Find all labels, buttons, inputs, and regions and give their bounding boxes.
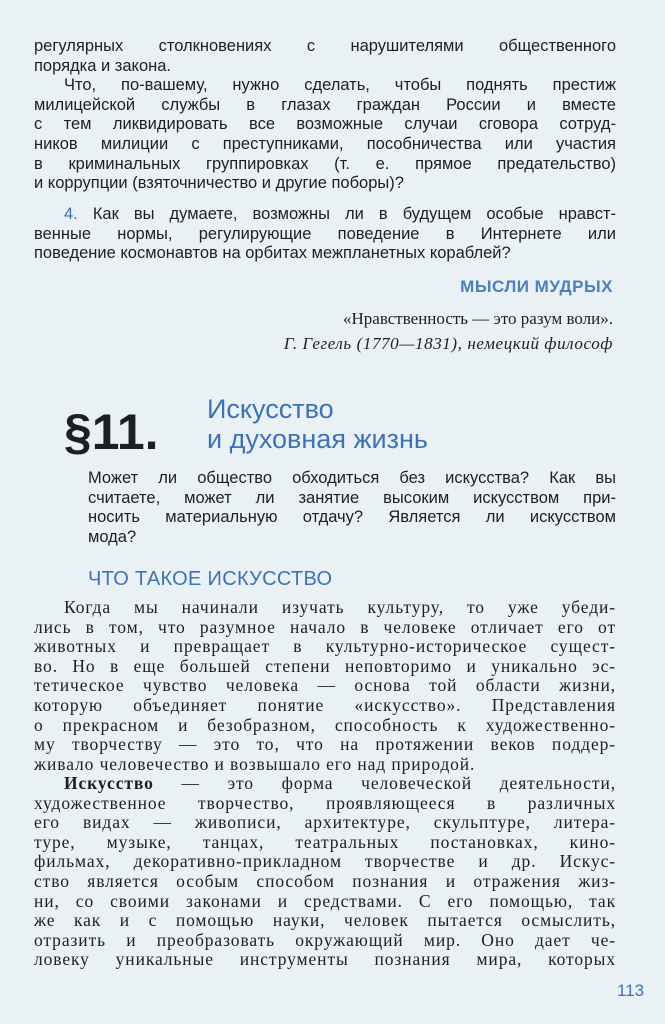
text-line: регулярных столкновениях с нарушителями общественного [34,37,616,55]
term-definition: — это форма человеческой деятельности, [153,773,616,793]
text-line: милицейской службы в глазах граждан России и вместе [34,95,616,114]
text-line: во. Но в еще большей степени неповторимо и уникально эс- [34,655,616,676]
text-line: о прекрасном и безобразном, способность к художественно- [34,714,616,735]
text-line: ство является особым способом познания и отражения жиз- [34,870,616,891]
quote-text: «Нравственность — это разум воли». [343,309,613,328]
text-line: порядка и закона. [34,56,172,75]
text-line: художественное творчество, проявляющееся в различных [34,792,616,813]
text-line: и коррупции (взяточничество и другие поборы)? [34,174,404,193]
text-line: ни, со своими законами и средствами. С его помощью, так [34,890,616,911]
text-line [34,205,616,225]
text-line: ников милиции с преступниками, пособничества или участия [34,134,616,153]
title-line: и духовная жизнь [207,424,428,454]
text-line: поведение космонавтов на орбитах межпланетных кораблей? [34,244,511,263]
text-line: Что, по-вашему, нужно сделать, чтобы поднять престиж [64,76,616,95]
wise-thoughts-heading: МЫСЛИ МУДРЫХ [460,277,613,296]
text-line [34,774,616,794]
question-4 [34,205,616,264]
text-line: же как и с помощью науки, человек пытается осмыслить, [34,910,616,931]
quote-author: Г. Гегель (1770—1831), немецкий философ [283,334,613,353]
text-line: ловеку уникальные инструменты познания мира, которых [34,949,616,970]
text-line: носить материальную отдачу? Является ли искусством [88,508,616,527]
body-paragraph-2 [34,774,616,970]
text-line: считаете, может ли занятие высоким искусством при- [88,488,616,507]
text-line: с тем ликвидировать все возможные случаи сговора сотруд- [34,115,616,134]
text-line: фильмах, декоративно-прикладном творчестве и др. Искус- [34,851,616,872]
text-line: венные нормы, регулирующие поведение в Интернете или [34,224,616,243]
text-line: отразить и преобразовать окружающий мир. Оно дает че- [34,929,616,950]
text-line: му творчеству — это то, что на протяжении веков поддер- [34,734,616,755]
question-number: 4. [64,205,78,223]
intro-questions [88,469,616,547]
top-text [34,37,616,194]
text-line: Может ли общество обходиться без искусства? Как вы [88,469,616,487]
paragraph-number: §11. [64,404,159,460]
paragraph-title [207,394,428,454]
text-line: его видах — живописи, архитектуре, скульптуре, литера- [34,812,616,833]
text-line: туре, музыке, танцах, театральных постановках, кино- [34,831,616,852]
text-line: живало человечество и возвышало его над природой. [34,753,476,774]
text-line: мода? [88,527,137,546]
text-line: которую объединяет понятие «искусство». Представления [34,694,616,715]
section-heading: ЧТО ТАКОЕ ИСКУССТВО [88,568,333,590]
text-line: лись в том, что разумное начало в человеке отличает его от [34,616,616,637]
text-line: в криминальных группировках (т. е. прямое предательство) [34,154,616,173]
question-text: Как вы думаете, возможны ли в будущем особые нравст- [92,205,616,223]
text-line: тетическое чувство человека — основа той области жизни, [34,675,616,696]
page-number: 113 [617,981,645,1000]
text-line: животных и превращает в культурно-историческое сущест- [34,636,616,657]
title-line: Искусство [207,394,334,424]
text-line: Когда мы начинали изучать культуру, то уже убеди- [64,597,616,617]
term-bold: Искусство [64,773,154,793]
body-paragraph-1 [34,598,616,774]
